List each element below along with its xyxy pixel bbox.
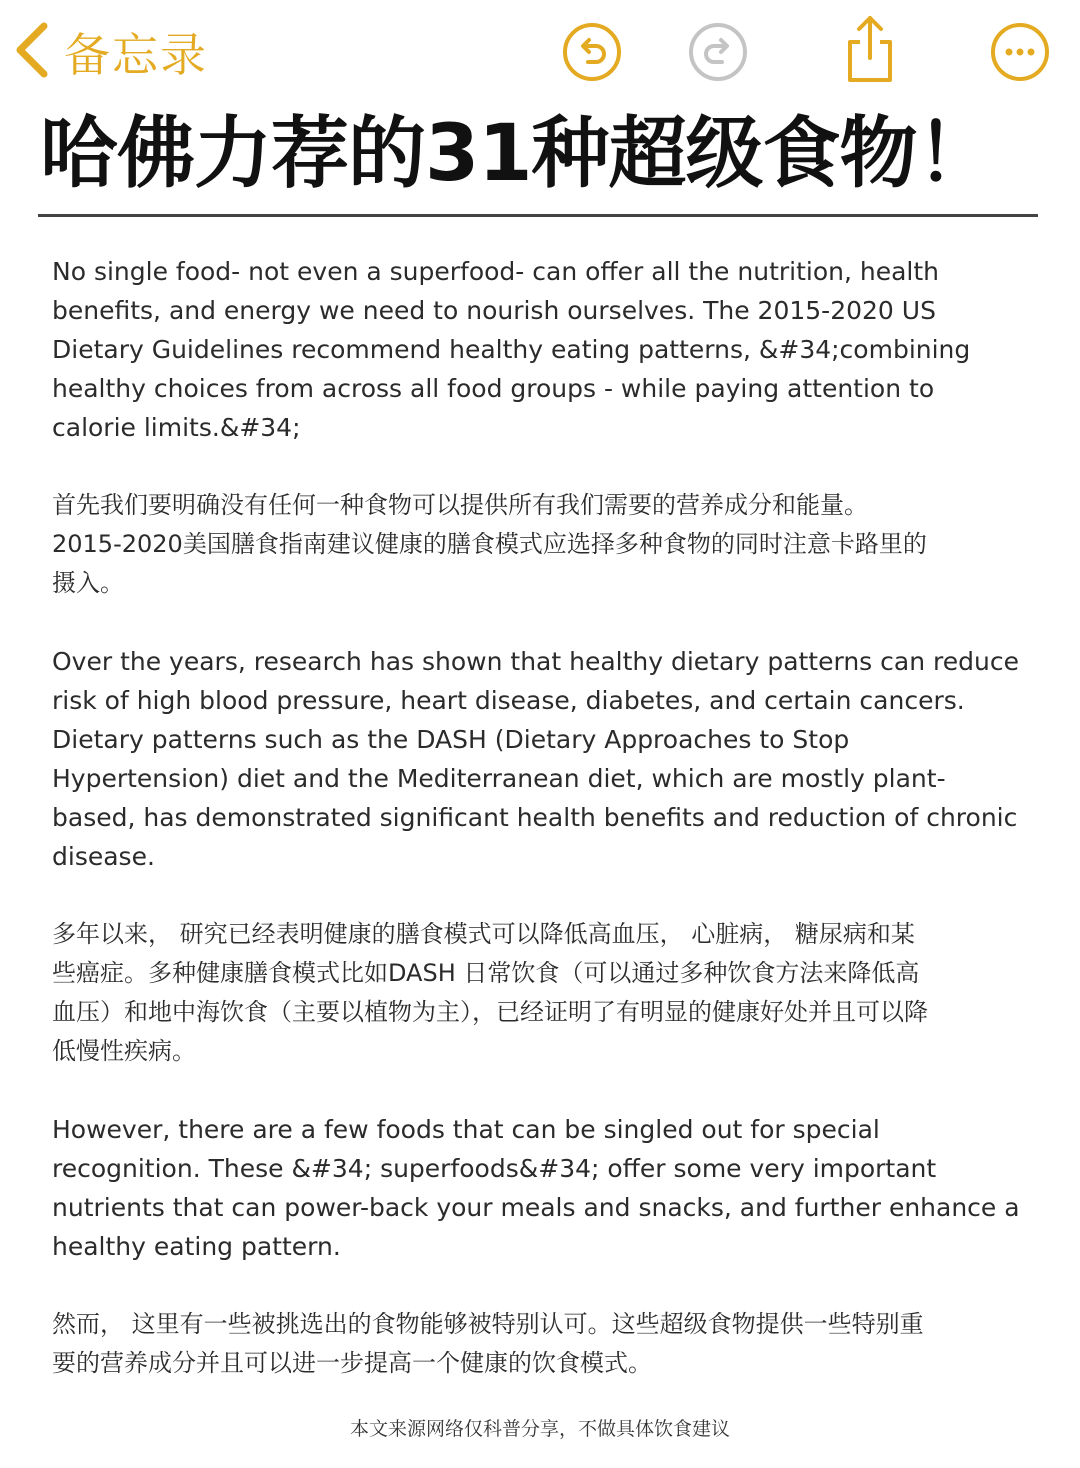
paragraph-en-2: Over the years, research has shown that healthy dietary patterns can reduce risk of high blood pressure, heart disease, diabetes, and certain cancers. Dietary patterns such as the DASH (Dietary Approaches to Stop Hypertension) diet and the Mediterranean diet, which are mostly plant- based, has demonstrated significant health benefits and reduction of chronic disease.	[52, 647, 1019, 871]
undo-button[interactable]	[562, 24, 622, 84]
title-divider	[38, 214, 1038, 217]
share-button[interactable]	[840, 16, 900, 86]
share-icon	[840, 14, 900, 88]
note-title: 哈佛力荐的31种超级食物！	[40, 109, 994, 199]
chevron-left-icon	[14, 22, 50, 82]
paragraph-zh-3: 然而， 这里有一些被挑选出的食物能够被特别认可。这些超级食物提供一些特别重 要的营养成分并且可以进一步提高一个健康的饮食模式。	[52, 1310, 924, 1377]
back-button[interactable]	[14, 22, 208, 82]
undo-icon	[562, 22, 622, 86]
paragraph-zh-2: 多年以来， 研究已经表明健康的膳食模式可以降低高血压， 心脏病， 糖尿病和某 些癌症。多种健康膳食模式比如DASH 日常饮食（可以通过多种饮食方法来降低高 血压）和地中海饮食（主要以植物为主），已经证明了有明显的健康好处并且可以降 低慢性疾病。	[52, 920, 928, 1065]
navigation-bar	[0, 0, 1080, 108]
more-icon	[990, 22, 1050, 86]
paragraph-zh-1: 首先我们要明确没有任何一种食物可以提供所有我们需要的营养成分和能量。 2015-2020美国膳食指南建议健康的膳食模式应选择多种食物的同时注意卡路里的 摄入。	[52, 491, 927, 597]
paragraph-en-3: However, there are a few foods that can be singled out for special recognition. These &#34; superfoods&#34; offer some very important nutrients that can power-back your meals and snacks, and further enhance a healthy eating pattern.	[52, 1115, 1020, 1261]
redo-icon	[688, 22, 748, 86]
footer-disclaimer: 本文来源网络仅科普分享，不做具体饮食建议	[349, 1418, 730, 1440]
back-label: 备忘录	[64, 28, 208, 82]
more-button[interactable]	[990, 24, 1050, 84]
paragraph-en-1: No single food- not even a superfood- can offer all the nutrition, health benefits, and energy we need to nourish ourselves. The 2015-2020 US Dietary Guidelines recommend healthy eating patterns, &#34;combining healthy choices from across all food groups - while paying attention to calorie limits.&#34;	[52, 257, 971, 442]
note-body[interactable]	[52, 252, 1032, 1383]
redo-button[interactable]	[688, 24, 748, 84]
